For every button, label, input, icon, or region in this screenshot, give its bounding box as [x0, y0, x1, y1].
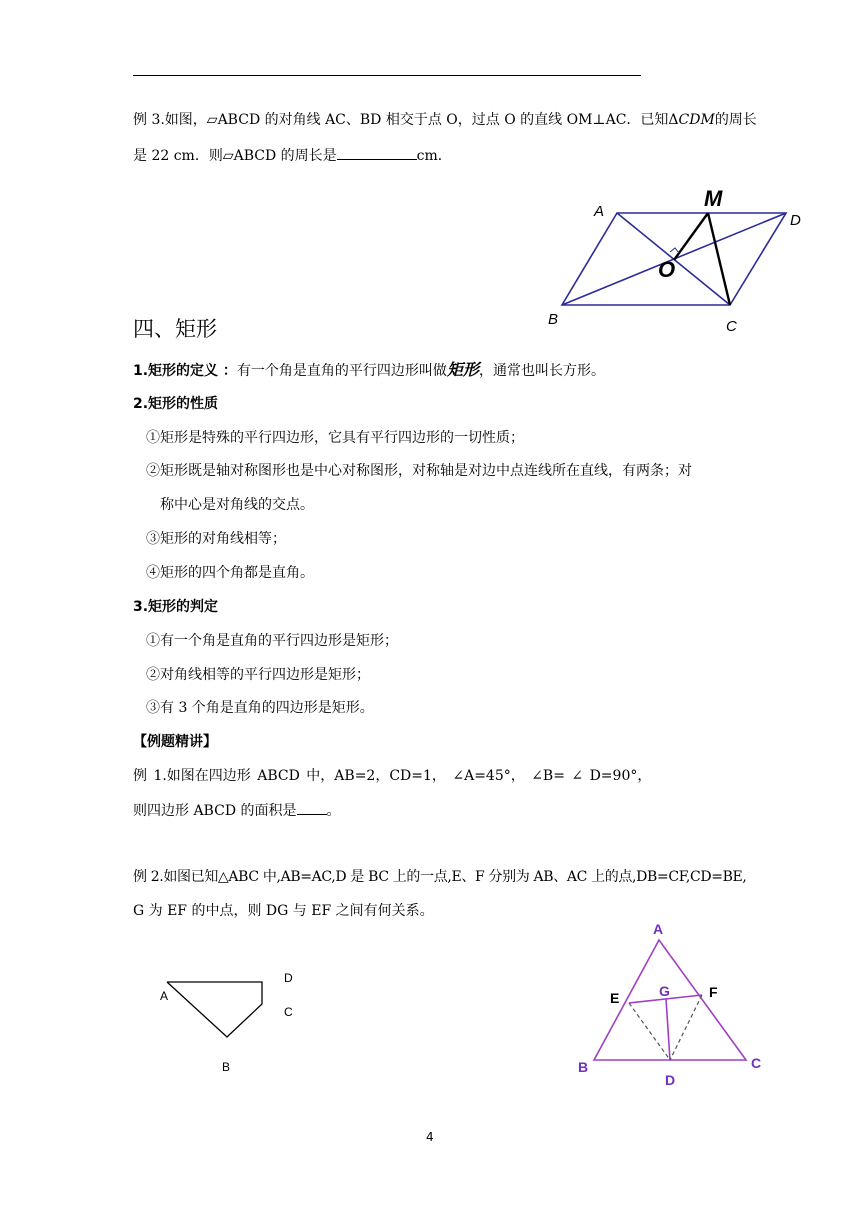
property-item: ④矩形的四个角都是直角。 — [146, 565, 314, 581]
ex1-line2-text: 则四边形 ABCD 的面积是 — [133, 803, 297, 819]
right-angle-mark — [670, 248, 679, 253]
criteria-head: 3.矩形的判定 — [133, 599, 219, 615]
label-B: B — [222, 1060, 231, 1074]
label-M: M — [704, 186, 723, 211]
label-F: F — [709, 984, 718, 1000]
ex3-line1-text: 例 3.如图，▱ABCD 的对角线 AC、BD 相交于点 O，过点 O 的直线 OM⊥AC．已知Δ — [133, 112, 679, 128]
label-A: A — [653, 921, 664, 937]
property-item: ③矩形的对角线相等； — [146, 531, 286, 547]
label-D: D — [665, 1072, 676, 1085]
label-C: C — [726, 318, 737, 335]
segment-om — [674, 213, 708, 260]
dashed-fd — [670, 995, 702, 1060]
ex3-line2-tail: cm． — [416, 148, 452, 164]
answer-blank[interactable] — [297, 800, 327, 815]
definition-body: 有一个角是直角的平行四边形叫做 — [236, 363, 447, 379]
label-A: A — [160, 989, 169, 1003]
header-rule — [133, 75, 641, 76]
criteria-item: ②对角线相等的平行四边形是矩形； — [146, 667, 370, 683]
property-item: ②矩形既是轴对称图形也是中心对称图形，对称轴是对边中点连线所在直线，有两条；对 — [146, 463, 692, 479]
property-item: ①矩形是特殊的平行四边形，它具有平行四边形的一切性质； — [146, 430, 524, 446]
ex3-line2 — [133, 145, 452, 166]
label-O: O — [658, 257, 676, 282]
label-G: G — [659, 983, 670, 999]
examples-head: 【例题精讲】 — [133, 734, 217, 750]
definition-term: 矩形 — [446, 360, 479, 379]
triangle-figure — [570, 915, 780, 1085]
segment-gd — [666, 999, 670, 1060]
label-C: C — [284, 1005, 293, 1019]
definition-head: 1.矩形的定义 ： — [133, 363, 237, 379]
ex3-line1-italic: CDM — [678, 112, 715, 128]
ex1-line2 — [133, 800, 341, 821]
segment-mc — [708, 213, 730, 305]
properties-head: 2.矩形的性质 — [133, 396, 219, 412]
criteria-item: ③有 3 个角是直角的四边形是矩形。 — [146, 700, 374, 716]
ex3-line1 — [133, 110, 757, 130]
label-E: E — [610, 990, 620, 1006]
definition-line — [133, 360, 605, 381]
dashed-ed — [629, 1003, 670, 1060]
page-number: 4 — [426, 1130, 434, 1144]
label-B: B — [578, 1059, 589, 1075]
ex1-line2-tail: 。 — [326, 803, 341, 819]
parallelogram-figure — [540, 180, 810, 340]
ex3-line2-text: 是 22 cm．则▱ABCD 的周长是 — [133, 148, 337, 164]
label-B: B — [548, 311, 559, 328]
ex2-line1: 例 2.如图已知△ABC 中,AB=AC,D 是 BC 上的一点,E、F 分别为 AB、AC 上的点,DB=CF,CD=BE, — [133, 869, 747, 885]
answer-blank[interactable] — [337, 145, 417, 160]
label-C: C — [751, 1055, 762, 1071]
label-D: D — [790, 212, 801, 229]
quadrilateral-abcd — [167, 982, 262, 1037]
property-item: 称中心是对角线的交点。 — [160, 497, 314, 513]
ex3-line1-tail: 的周长 — [714, 112, 757, 128]
label-D: D — [284, 971, 293, 985]
label-A: A — [594, 203, 605, 220]
definition-tail: ，通常也叫长方形。 — [478, 363, 605, 379]
criteria-item: ①有一个角是直角的平行四边形是矩形； — [146, 633, 398, 649]
section-title: 四、矩形 — [133, 317, 217, 341]
ex2-line2: G 为 EF 的中点，则 DG 与 EF 之间有何关系。 — [133, 903, 434, 919]
quadrilateral-figure — [150, 960, 310, 1080]
ex1-line1: 例 1.如图在四边形 ABCD 中，AB=2，CD=1， ∠A=45°， ∠B= ∠ D=90°， — [133, 768, 652, 784]
